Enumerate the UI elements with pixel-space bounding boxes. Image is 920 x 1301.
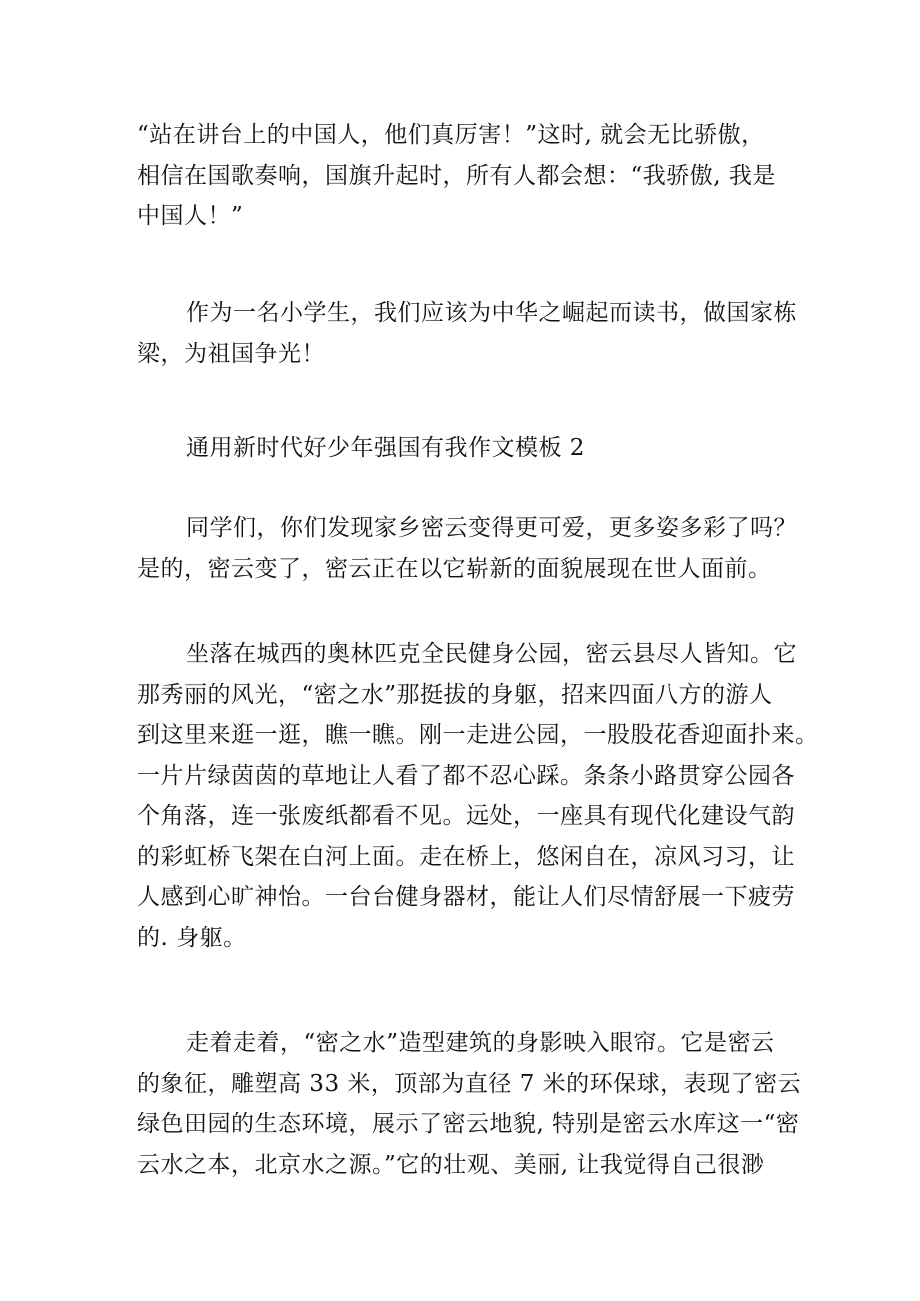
text-line: 同学们，你们发现家乡密云变得更可爱，更多姿多彩了吗？ xyxy=(186,515,797,541)
text-line: 人感到心旷神怡。一台台健身器材，能让人们尽情舒展一下疲劳 xyxy=(137,884,795,910)
text-line: 是的，密云变了，密云正在以它崭新的面貌展现在世人面前。 xyxy=(137,555,772,582)
text-line: 个角落，连一张废纸都看不见。远处，一座具有现代化建设气韵 xyxy=(137,803,795,829)
text-line: 云水之本，北京水之源。”它的壮观、美丽, 让我觉得自己很渺 xyxy=(137,1151,765,1178)
text-line: 相信在国歌奏响，国旗升起时，所有人都会想：“我骄傲, 我是 xyxy=(137,162,776,189)
text-line: 一片片绿茵茵的草地让人看了都不忍心踩。条条小路贯穿公园各 xyxy=(137,762,795,789)
paragraph-5 xyxy=(137,1023,801,1185)
text-line: 的象征，雕塑高 33 米，顶部为直径 7 米的环保球，表现了密云 xyxy=(137,1070,802,1097)
text-line: 中国人！” xyxy=(137,203,244,229)
paragraph-2 xyxy=(137,293,797,374)
text-line: 那秀丽的风光，“密之水”那挺拔的身躯，招来四面八方的游人 xyxy=(137,681,773,708)
text-line: 的彩虹桥飞架在白河上面。走在桥上，悠闲自在，凉风习习，让 xyxy=(137,843,795,870)
text-line: 坐落在城西的奥林匹克全民健身公园，密云县尽人皆知。它 xyxy=(186,641,797,667)
text-line: 绿色田园的生态环境，展示了密云地貌, 特别是密云水库这一“密 xyxy=(137,1111,800,1137)
text-line: 到这里来逛一逛，瞧一瞧。刚一走进公园，一股股花香迎面扑来。 xyxy=(137,722,819,748)
paragraph-4 xyxy=(137,634,819,958)
text-line: 梁，为祖国争光！ xyxy=(137,340,325,367)
text-line: 走着走着，“密之水”造型建筑的身影映入眼帘。它是密云 xyxy=(186,1030,775,1056)
paragraph-1 xyxy=(137,115,776,237)
text-line: 的. 身躯。 xyxy=(137,924,247,951)
text-line: “站在讲台上的中国人，他们真厉害！”这时, 就会无比骄傲， xyxy=(137,122,765,148)
section-heading xyxy=(137,428,585,469)
text-line: 作为一名小学生，我们应该为中华之崛起而读书，做国家栋 xyxy=(186,300,797,326)
heading-line: 通用新时代好少年强国有我作文模板 2 xyxy=(186,435,585,461)
paragraph-3 xyxy=(137,508,797,589)
